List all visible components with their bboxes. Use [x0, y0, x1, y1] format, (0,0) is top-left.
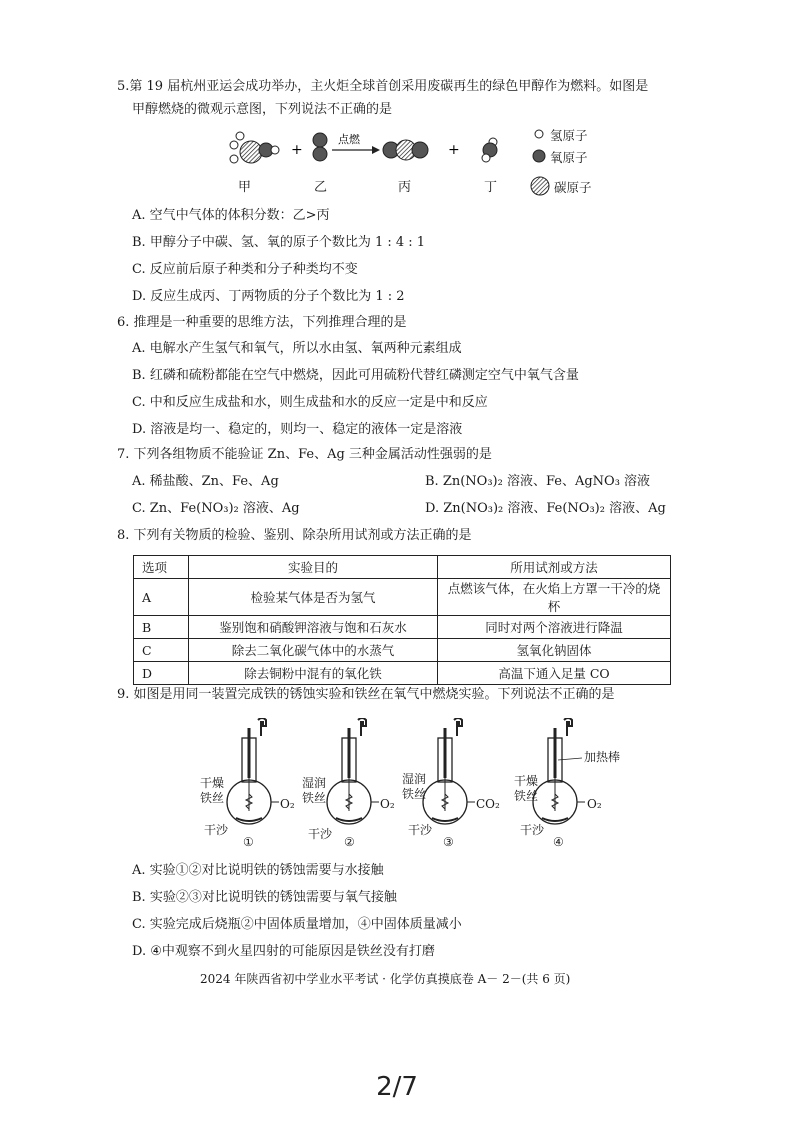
q9-option-a: A. 实验①②对比说明铁的锈蚀需要与水接触 — [132, 863, 384, 878]
row-b-purpose: 鉴别饱和硝酸钾溶液与饱和石灰水 — [189, 616, 438, 639]
carbon-legend-icon — [531, 177, 549, 195]
label-jia: 甲 — [238, 180, 252, 195]
q7-option-b: B. Zn(NO₃)₂ 溶液、Fe、AgNO₃ 溶液 — [425, 474, 651, 489]
rusting-apparatus-figure — [198, 718, 638, 850]
water-molecule — [482, 138, 497, 162]
q5-option-d: D. 反应生成丙、丁两物质的分子个数比为 1 : 2 — [132, 289, 405, 304]
hydrogen-legend-icon — [535, 130, 543, 138]
table-row — [134, 662, 671, 685]
flask1-sand: 干沙 — [204, 823, 229, 837]
q5-stem-line2: 甲醇燃烧的微观示意图，下列说法不正确的是 — [132, 102, 393, 117]
row-d-option: D — [134, 662, 189, 685]
row-d-method: 高温下通入足量 CO — [438, 662, 671, 685]
flask1-gas: O₂ — [280, 797, 295, 811]
flask4-rod-label: 加热棒 — [584, 750, 621, 764]
q6-option-a: A. 电解水产生氢气和氧气，所以水由氢、氧两种元素组成 — [132, 341, 462, 356]
plus-1: + — [291, 142, 303, 158]
flask3-gas: CO₂ — [476, 797, 500, 811]
header-method: 所用试剂或方法 — [438, 556, 671, 579]
q7-option-c: C. Zn、Fe(NO₃)₂ 溶液、Ag — [132, 501, 300, 516]
flask-1 — [227, 718, 279, 824]
q6-option-b: B. 红磷和硫粉都能在空气中燃烧，因此可用硫粉代替红磷测定空气中氧气含量 — [132, 368, 579, 383]
table-row — [134, 579, 671, 616]
flask4-number: ④ — [553, 835, 564, 849]
methanol-molecule — [230, 132, 279, 163]
row-c-option: C — [134, 639, 189, 662]
row-a-purpose: 检验某气体是否为氢气 — [189, 579, 438, 616]
label-ding: 丁 — [484, 180, 498, 195]
reaction-arrow — [332, 146, 380, 154]
flask4-wire-l1: 干燥 — [514, 774, 539, 788]
oxygen-molecule — [313, 133, 327, 161]
flask3-wire-l2: 铁丝 — [402, 787, 427, 801]
flask2-gas: O₂ — [380, 797, 395, 811]
methanol-combustion-diagram — [228, 128, 608, 202]
q5-option-c: C. 反应前后原子种类和分子种类均不变 — [132, 262, 358, 277]
q5-option-b: B. 甲醇分子中碳、氢、氧的原子个数比为 1 : 4 : 1 — [132, 235, 426, 250]
flask3-sand: 干沙 — [408, 823, 433, 837]
legend-oxygen: 氧原子 — [550, 150, 588, 165]
flask4-wire-l2: 铁丝 — [514, 789, 539, 803]
flask-2 — [327, 718, 379, 824]
q5-option-a: A. 空气中气体的体积分数：乙>丙 — [132, 208, 330, 223]
legend-hydrogen: 氢原子 — [550, 128, 588, 143]
q6-stem: 6. 推理是一种重要的思维方法，下列推理合理的是 — [117, 315, 407, 330]
row-c-method: 氢氧化钠固体 — [438, 639, 671, 662]
row-a-option: A — [134, 579, 189, 616]
q6-option-d: D. 溶液是均一、稳定的，则均一、稳定的液体一定是溶液 — [132, 422, 463, 437]
page-number: 2/7 — [376, 1072, 418, 1102]
table-header-row — [134, 556, 671, 579]
table-row — [134, 616, 671, 639]
flask4-gas: O₂ — [587, 797, 602, 811]
table-row — [134, 639, 671, 662]
arrow-label: 点燃 — [338, 133, 360, 146]
q7-stem: 7. 下列各组物质不能验证 Zn、Fe、Ag 三种金属活动性强弱的是 — [117, 447, 492, 462]
flask2-wire-l1: 湿润 — [302, 776, 327, 790]
row-c-purpose: 除去二氧化碳气体中的水蒸气 — [189, 639, 438, 662]
q7-option-a: A. 稀盐酸、Zn、Fe、Ag — [132, 474, 279, 489]
q5-stem-line1: 5.第 19 届杭州亚运会成功举办，主火炬全球首创采用废碳再生的绿色甲醇作为燃料。如图是 — [117, 79, 649, 94]
carbon-dioxide-molecule — [383, 140, 428, 160]
q9-option-c: C. 实验完成后烧瓶②中固体质量增加，④中固体质量减小 — [132, 917, 462, 932]
flask1-number: ① — [243, 835, 254, 849]
q9-option-d: D. ④中观察不到火星四射的可能原因是铁丝没有打磨 — [132, 944, 435, 959]
q8-table — [133, 555, 671, 685]
row-b-method: 同时对两个溶液进行降温 — [438, 616, 671, 639]
page-footer: 2024 年陕西省初中学业水平考试 · 化学仿真摸底卷 A－ 2－(共 6 页) — [200, 972, 571, 986]
q9-option-b: B. 实验②③对比说明铁的锈蚀需要与氧气接触 — [132, 890, 397, 905]
flask4-sand: 干沙 — [520, 823, 545, 837]
row-a-method: 点燃该气体，在火焰上方罩一干冷的烧杯 — [438, 579, 671, 616]
label-bing: 丙 — [398, 180, 412, 195]
flask1-wire-l2: 铁丝 — [200, 791, 225, 805]
flask2-number: ② — [344, 835, 355, 849]
q7-option-d: D. Zn(NO₃)₂ 溶液、Fe(NO₃)₂ 溶液、Ag — [425, 501, 666, 516]
oxygen-legend-icon — [533, 150, 545, 162]
row-b-option: B — [134, 616, 189, 639]
flask3-number: ③ — [443, 835, 454, 849]
label-yi: 乙 — [314, 180, 328, 195]
flask2-wire-l2: 铁丝 — [302, 791, 327, 805]
plus-2: + — [448, 142, 460, 158]
q8-stem: 8. 下列有关物质的检验、鉴别、除杂所用试剂或方法正确的是 — [117, 528, 472, 543]
q6-option-c: C. 中和反应生成盐和水，则生成盐和水的反应一定是中和反应 — [132, 395, 488, 410]
row-d-purpose: 除去铜粉中混有的氧化铁 — [189, 662, 438, 685]
header-purpose: 实验目的 — [189, 556, 438, 579]
flask-4 — [533, 718, 585, 824]
flask-3 — [423, 718, 475, 824]
flask3-wire-l1: 湿润 — [402, 772, 427, 786]
flask2-sand: 干沙 — [308, 827, 333, 841]
header-option: 选项 — [134, 556, 189, 579]
q9-stem: 9. 如图是用同一装置完成铁的锈蚀实验和铁丝在氧气中燃烧实验。下列说法不正确的是 — [117, 687, 615, 702]
legend-carbon: 碳原子 — [554, 180, 592, 195]
flask1-wire-l1: 干燥 — [200, 776, 225, 790]
